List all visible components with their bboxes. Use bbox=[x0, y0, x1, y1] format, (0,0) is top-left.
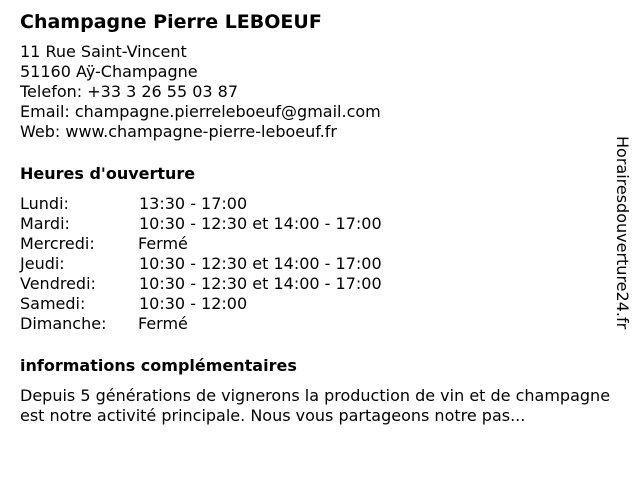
day-hours: 10:30 - 12:30 et 14:00 - 17:00 bbox=[139, 254, 382, 273]
day-label: Dimanche: bbox=[20, 314, 107, 333]
day-hours: Fermé bbox=[138, 234, 188, 253]
phone-line: Telefon: +33 3 26 55 03 87 bbox=[20, 82, 239, 101]
hours-row-monday bbox=[20, 194, 610, 214]
hours-row-wednesday bbox=[20, 234, 610, 254]
hours-row-sunday bbox=[20, 314, 610, 334]
hours-heading: Heures d'ouverture bbox=[20, 164, 196, 183]
day-label: Lundi: bbox=[20, 194, 69, 213]
day-hours: Fermé bbox=[138, 314, 188, 333]
hours-row-thursday bbox=[20, 254, 610, 274]
info-description: Depuis 5 générations de vignerons la production de vin et de champagne est notre activité principale. Nous vous partageons notre pas... bbox=[20, 386, 611, 425]
day-hours: 10:30 - 12:30 et 14:00 - 17:00 bbox=[139, 214, 382, 233]
info-heading: informations complémentaires bbox=[20, 356, 297, 375]
address-city: 51160 Aÿ-Champagne bbox=[20, 62, 198, 81]
business-card bbox=[20, 10, 610, 426]
day-label: Mardi: bbox=[20, 214, 70, 233]
hours-row-tuesday bbox=[20, 214, 610, 234]
address-street: 11 Rue Saint-Vincent bbox=[20, 42, 187, 61]
day-hours: 10:30 - 12:30 et 14:00 - 17:00 bbox=[139, 274, 382, 293]
web-line: Web: www.champagne-pierre-leboeuf.fr bbox=[20, 122, 338, 141]
side-brand-text: Horairesdouverture24.fr bbox=[613, 136, 632, 330]
hours-row-saturday bbox=[20, 294, 610, 314]
day-label: Jeudi: bbox=[20, 254, 65, 273]
day-label: Vendredi: bbox=[20, 274, 96, 293]
day-hours: 10:30 - 12:00 bbox=[139, 294, 248, 313]
day-label: Mercredi: bbox=[20, 234, 95, 253]
day-label: Samedi: bbox=[20, 294, 86, 313]
business-name: Champagne Pierre LEBOEUF bbox=[20, 11, 322, 33]
email-line: Email: champagne.pierreleboeuf@gmail.com bbox=[20, 102, 381, 121]
hours-row-friday bbox=[20, 274, 610, 294]
day-hours: 13:30 - 17:00 bbox=[139, 194, 248, 213]
